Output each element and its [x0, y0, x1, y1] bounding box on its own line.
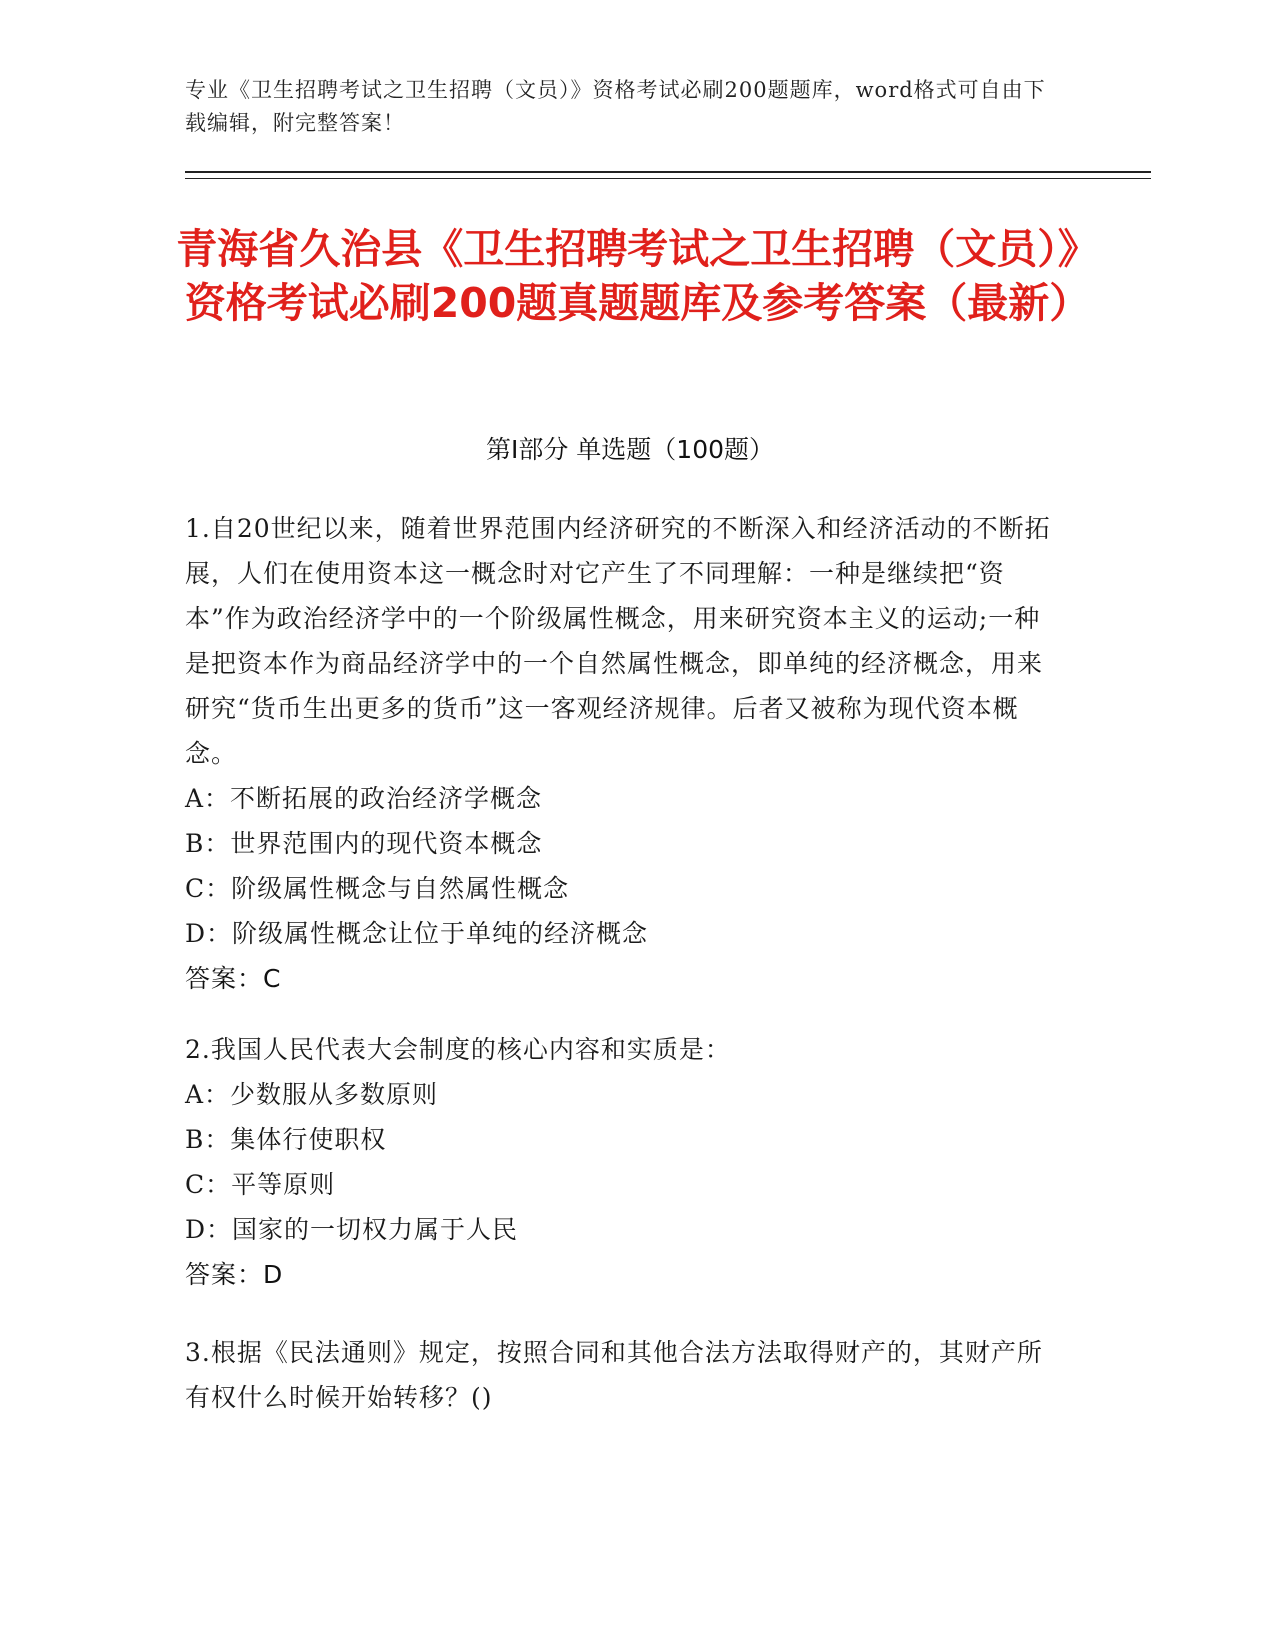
header-note: 专业《卫生招聘考试之卫生招聘（文员）》资格考试必刷200题题库，word格式可自由下载编辑，附完整答案！	[185, 78, 1046, 135]
question-2	[185, 1027, 1065, 1297]
option-c: C：阶级属性概念与自然属性概念	[185, 874, 570, 903]
section-title: 第Ⅰ部分 单选题（100题）	[485, 435, 775, 464]
option-a: A：不断拓展的政治经济学概念	[185, 784, 543, 813]
option-a: A：少数服从多数原则	[185, 1080, 439, 1109]
question-1	[185, 506, 1065, 1001]
question-stem: 2.我国人民代表大会制度的核心内容和实质是：	[185, 1035, 731, 1064]
question-stem: 3.根据《民法通则》规定，按照合同和其他合法方法取得财产的，其财产所有权什么时候开始转移？()	[185, 1338, 1043, 1412]
option-b: B：集体行使职权	[185, 1125, 387, 1154]
option-b: B：世界范围内的现代资本概念	[185, 829, 543, 858]
header-divider-thin	[185, 178, 1151, 179]
question-stem: 1.自20世纪以来，随着世界范围内经济研究的不断深入和经济活动的不断拓展，人们在使用资本这一概念时对它产生了不同理解：一种是继续把“资本”作为政治经济学中的一个阶级属性概念，用来研究资本主义的运动;一种是把资本作为商品经济学中的一个自然属性概念，即单纯的经济概念，用来研究“货币生出更多的货币”这一客观经济规律。后者又被称为现代资本概念。	[185, 514, 1051, 768]
answer: 答案：C	[185, 964, 282, 993]
answer: 答案：D	[185, 1260, 284, 1289]
option-d: D：阶级属性概念让位于单纯的经济概念	[185, 919, 649, 948]
option-d: D：国家的一切权力属于人民	[185, 1215, 519, 1244]
question-3	[185, 1330, 1065, 1420]
option-c: C：平等原则	[185, 1170, 336, 1199]
header-divider-thick	[185, 171, 1151, 173]
document-title: 青海省久治县《卫生招聘考试之卫生招聘（文员）》资格考试必刷200题真题题库及参考答案（最新）	[176, 225, 1099, 327]
